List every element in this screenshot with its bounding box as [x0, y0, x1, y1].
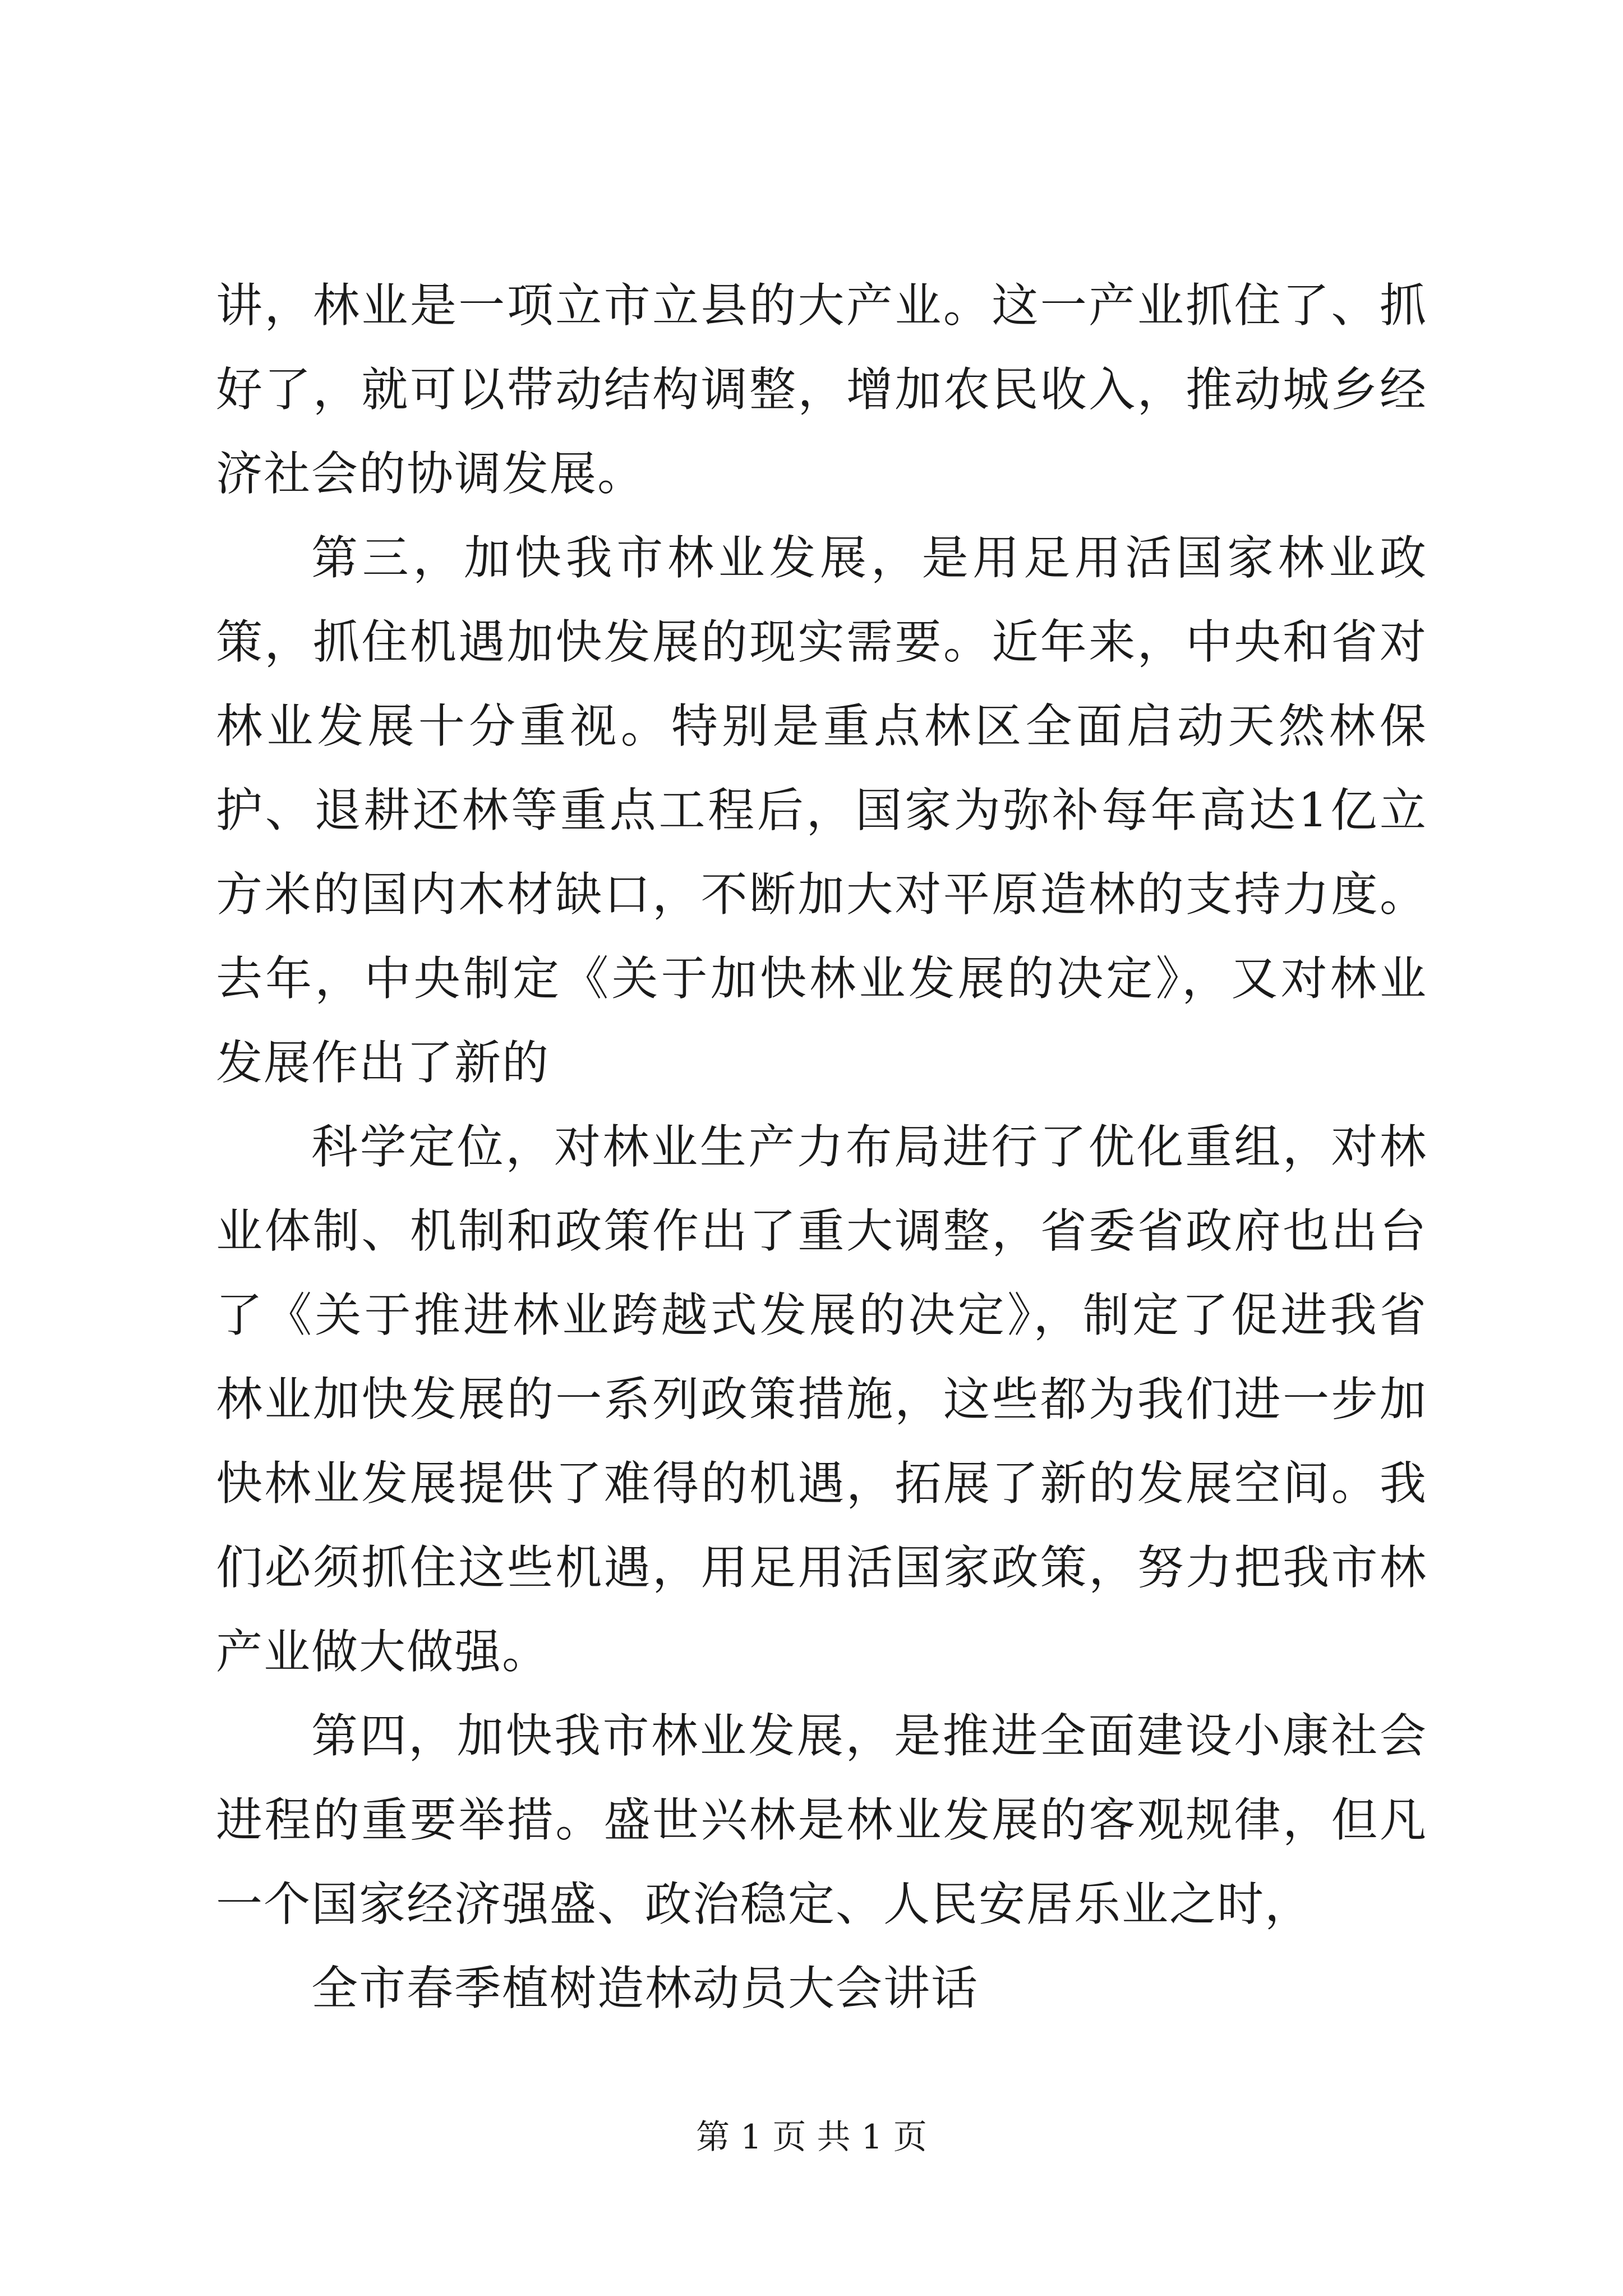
- paragraph-3: 科学定位，对林业生产力布局进行了优化重组，对林业体制、机制和政策作出了重大调整，省委省政府也出台了《关于推进林业跨越式发展的决定》，制定了促进我省林业加快发展的一系列政策措施，这些都为我们进一步加快林业发展提供了难得的机遇，拓展了新的发展空间。我们必须抓住这些机遇，用足用活国家政策，努力把我市林产业做大做强。: [216, 1120, 1427, 1679]
- paragraph-4: 第四，加快我市林业发展，是推进全面建设小康社会进程的重要举措。盛世兴林是林业发展的客观规律，但凡一个国家经济强盛、政治稳定、人民安居乐业之时，: [216, 1709, 1427, 1931]
- document-title-line: 全市春季植树造林动员大会讲话: [311, 1961, 979, 2016]
- paragraph-2: 第三，加快我市林业发展，是用足用活国家林业政策，抓住机遇加快发展的现实需要。近年来，中央和省对林业发展十分重视。特别是重点林区全面启动天然林保护、退耕还林等重点工程后，国家为弥补每年高达1亿立方米的国内木材缺口，不断加大对平原造林的支持力度。去年，中央制定《关于加快林业发展的决定》，又对林业发展作出了新的: [216, 531, 1427, 1090]
- page-number-label: 第 1 页 共 1 页: [696, 2118, 927, 2157]
- paragraph-1: 讲，林业是一项立市立县的大产业。这一产业抓住了、抓好了，就可以带动结构调整，增加农民收入，推动城乡经济社会的协调发展。: [216, 278, 1427, 501]
- document-body: [216, 264, 1427, 2031]
- page-footer: [0, 2115, 1623, 2160]
